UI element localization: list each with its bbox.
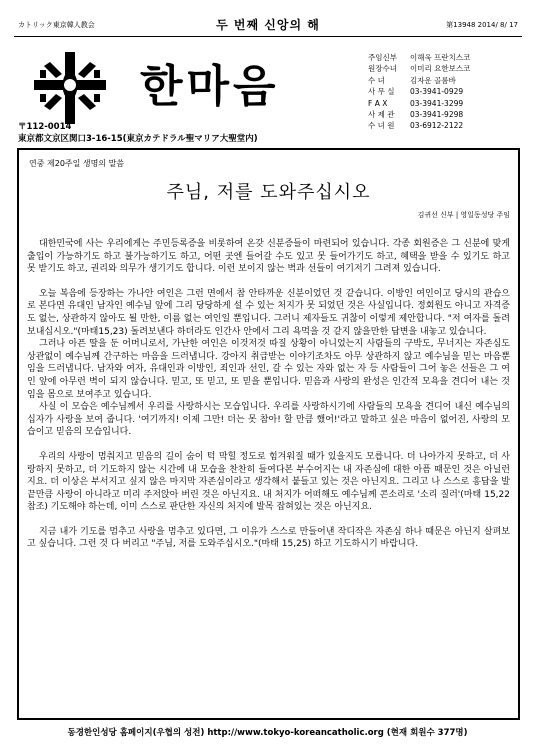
staff-row: 원장수녀 이미리 요한보스코 bbox=[368, 64, 471, 74]
article-paragraph: 우리의 사랑이 멈춰지고 믿음의 길이 숨이 턱 막힐 정도로 힘겨워질 때가 있을지도 모릅니다. 더 나아가지 못하고, 더 사랑하지 못하고, 더 기도하지 않는 시간에 내 모습을 찬찬히 들여다본 부수어지는 내 자존심에 대한 아픔 때문인 것은 아닐런지요. 더 이상은 부서지고 싶지 않은 마지막 자존심이라고 생각해서 붙들고 있는 것은 아닌지요. 그리고 나 스스로 흥답을 발끝만큼 사랑이 아니라고 미리 주저앉아 버린 것은 아닌지요. 내 처지가 어떠해도 예수님께 콘소리로 '소리 질러'(마태 15,22 참조) 기도해야 하는데, 이미 스스로 판단한 자신의 처지에 발목 잡혀있는 것은 아닌지요. bbox=[27, 451, 510, 513]
church-logo-icon bbox=[30, 48, 110, 128]
year-theme: 두 번째 신앙의 해 bbox=[216, 18, 320, 32]
staff-row: 사 무 실 03-3941-0929 bbox=[368, 87, 464, 97]
issue-info: 第13948 2014/ 8/ 17 bbox=[446, 21, 518, 29]
staff-list bbox=[368, 52, 470, 132]
postal-code: 〒112-0014 bbox=[18, 122, 72, 132]
footer-homepage: 동경한인성당 홈페이지(우협의 성전) http://www.tokyo-koreancatholic.org (현재 회원수 377명) bbox=[67, 728, 468, 738]
article-paragraph: 지금 내가 기도를 멈추고 사랑을 멈추고 있다면, 그 이유가 스스로 만들어낸 작디작은 자존심 하나 때문은 아닌지 살펴보고 싶습니다. 그런 것 다 버리고 "주님, 저를 도와주십시오."(마태 15,25) 하고 기도하시기 바랍니다. bbox=[27, 526, 510, 550]
article-paragraph: 오늘 복음에 등장하는 가나안 여인은 그런 면에서 참 안타까운 신분이었던 것 같습니다. 이방인 여인이고 당시의 관습으로 본다면 유대인 남자인 예수님 앞에 그리 당당하게 설 수 있는 처지가 못 되었던 것은 사실입니다. 정회원도 아니고 자격증도 없는, 상관하지 않아도 될 만한, 이름 없는 여인일 뿐입니다. 그러니 제자들도 귀찮이 이렇게 제안합니다. "저 여자를 돌려보내십시오."(마태15,23) 돌려보낸다 하더라도 인간사 안에서 그리 욕먹을 것 같지 않을만한 답변을 내놓고 있습니다. bbox=[27, 288, 510, 337]
staff-row: F A X 03-3941-3299 bbox=[368, 98, 464, 108]
article-author: 김귀선 신부 | 영일동성당 주임 bbox=[417, 211, 510, 219]
staff-row: 주임신부 이해욱 프란치스코 bbox=[368, 53, 471, 62]
staff-row: 사 제 관 03-3941-9298 bbox=[368, 110, 464, 120]
church-name: カトリック東京韓人教会 bbox=[18, 21, 95, 29]
article-title: 주님, 저를 도와주십시오 bbox=[166, 182, 371, 203]
article-subtitle: 연중 제20주일 생명의 말씀 bbox=[29, 159, 125, 168]
article-box bbox=[17, 148, 520, 720]
church-address bbox=[18, 121, 258, 145]
header-bar bbox=[14, 14, 522, 37]
address-line: 東京都文京区関口3-16-15(東京カテドラル聖マリア大聖堂内) bbox=[18, 134, 258, 144]
article-paragraph: 대한민국에 사는 우리에게는 주민등록증을 비롯하여 온갖 신분증들이 마련되어 있습니다. 각종 회원증은 그 신분에 맞게 출입이 가능하기도 하고 불가능하기도 하고, 어떤 곳엔 들어갈 수도 있고 못 들어가기도 하고, 혜택을 받을 수 있기도 하고 못 받기도 하고, 권리와 의무가 생기기도 합니다. 이런 보이지 않는 벽과 선들이 여기저기 그려져 있습니다. bbox=[27, 239, 510, 275]
article-paragraph: 사실 이 모습은 예수님께서 우리를 사랑하시는 모습입니다. 우리를 사랑하시기에 사람들의 모욕을 견디어 내신 예수님의 십자가 사랑을 보여 줍니다. '여기까지! 이제 그만! 더는 못 참아! 할 만큼 했어!'라고 말하고 싶은 마음이 없어진, 사랑의 모습이고 믿음의 모습입니다. bbox=[27, 402, 510, 438]
staff-row: 수 녀 원 03-6912-2122 bbox=[368, 121, 464, 131]
masthead-title: 한마음 bbox=[140, 61, 280, 112]
article-body bbox=[27, 238, 510, 563]
article-paragraph: 그러나 아픈 딸을 둔 어머니로서, 가난한 여인은 이것저것 따질 상황이 아니었는지 사람들의 구박도, 무너지는 자존심도 상관없이 예수님께 간구하는 마음을 드러냅니다. 강아지 취급받는 이야기조차도 아무 상관하지 않고 예수님을 믿는 마음뿐임을 드러냅니다. 남자와 여자, 유대인과 이방인, 죄인과 선인, 갈 수 있는 자와 없는 자 등 사람들이 그어 놓은 선들은 그 여인 앞에 아무런 벽이 되지 않습니다. 믿고, 또 믿고, 또 믿을 뿐입니다. 믿음과 사랑의 완성은 인간적 모욕을 견디어 내는 것임을 몸으로 보여주고 있습니다. bbox=[27, 339, 510, 400]
staff-row: 수 녀 김자운 골롬바 bbox=[368, 75, 456, 85]
